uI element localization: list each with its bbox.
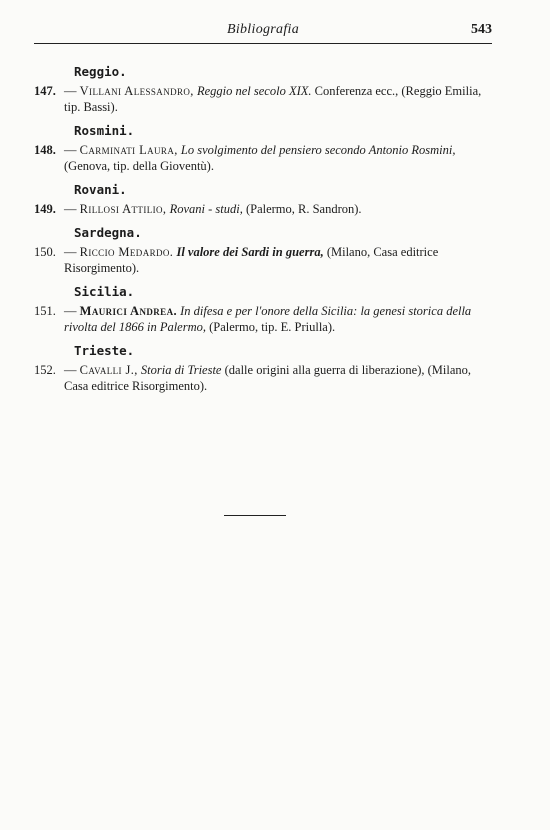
entry-title: Il valore dei Sardi in guerra, [176, 245, 324, 259]
entry-title: Storia di Trieste [140, 363, 222, 377]
entry-title: Reggio nel secolo XIX. [196, 84, 312, 98]
section-heading: Sardegna. [74, 225, 142, 240]
bibliography-entry [34, 201, 492, 217]
section-heading: Reggio. [74, 64, 127, 79]
entry-title: Lo svolgimento del pensiero secondo Antonio Rosmini, [180, 143, 456, 157]
entry-number: 149. [34, 202, 56, 216]
bibliography-entry [34, 362, 492, 394]
entry-dash: — [64, 245, 77, 259]
entry-publication: (Milano, Casa editrice Risorgimento). [64, 245, 439, 275]
entry-publication: (Genova, tip. della Gioventù). [64, 159, 214, 173]
entry-author: Villani Alessandro, [79, 84, 194, 98]
page-header [34, 22, 492, 42]
entry-author: Carminati Laura, [79, 143, 178, 157]
entry-author: Riccio Medardo. [79, 245, 174, 259]
entry-number: 150. [34, 245, 56, 259]
running-title: Bibliografia [226, 22, 300, 37]
entry-publication: (Palermo, tip. E. Priulla). [209, 320, 336, 334]
bibliography-list [34, 62, 492, 400]
entry-author: Cavalli J., [79, 363, 138, 377]
entry-title: In difesa e per l'onore della Sicilia: la genesi storica della rivolta del 1866 in Palermo, [64, 304, 472, 334]
page-number: 543 [471, 22, 492, 37]
bibliography-entry [34, 244, 492, 276]
section-heading: Rovani. [74, 182, 127, 197]
entry-title: Rovani - studi, [169, 202, 243, 216]
section-heading: Trieste. [74, 343, 135, 358]
entry-dash: — [64, 304, 77, 318]
bibliography-entry [34, 142, 492, 174]
section-heading: Sicilia. [74, 284, 135, 299]
entry-dash: — [64, 84, 77, 98]
entry-author: Rillosi Attilio, [79, 202, 167, 216]
entry-number: 148. [34, 143, 56, 157]
entry-number: 152. [34, 363, 56, 377]
entry-dash: — [64, 143, 77, 157]
entry-author: Maurici Andrea. [79, 304, 178, 318]
entry-dash: — [64, 363, 77, 377]
section-heading: Rosmini. [74, 123, 135, 138]
entry-number: 151. [34, 304, 56, 318]
bibliography-entry [34, 83, 492, 115]
entry-publication: Conferenza ecc., (Reggio Emilia, tip. Bassi). [64, 84, 482, 114]
entry-publication: (dalle origini alla guerra di liberazione), (Milano, Casa editrice Risorgimento). [64, 363, 472, 393]
closing-rule [224, 515, 286, 516]
entry-publication: (Palermo, R. Sandron). [245, 202, 362, 216]
bibliography-entry [34, 303, 492, 335]
entry-dash: — [64, 202, 77, 216]
header-rule [34, 43, 492, 44]
entry-number: 147. [34, 84, 56, 98]
